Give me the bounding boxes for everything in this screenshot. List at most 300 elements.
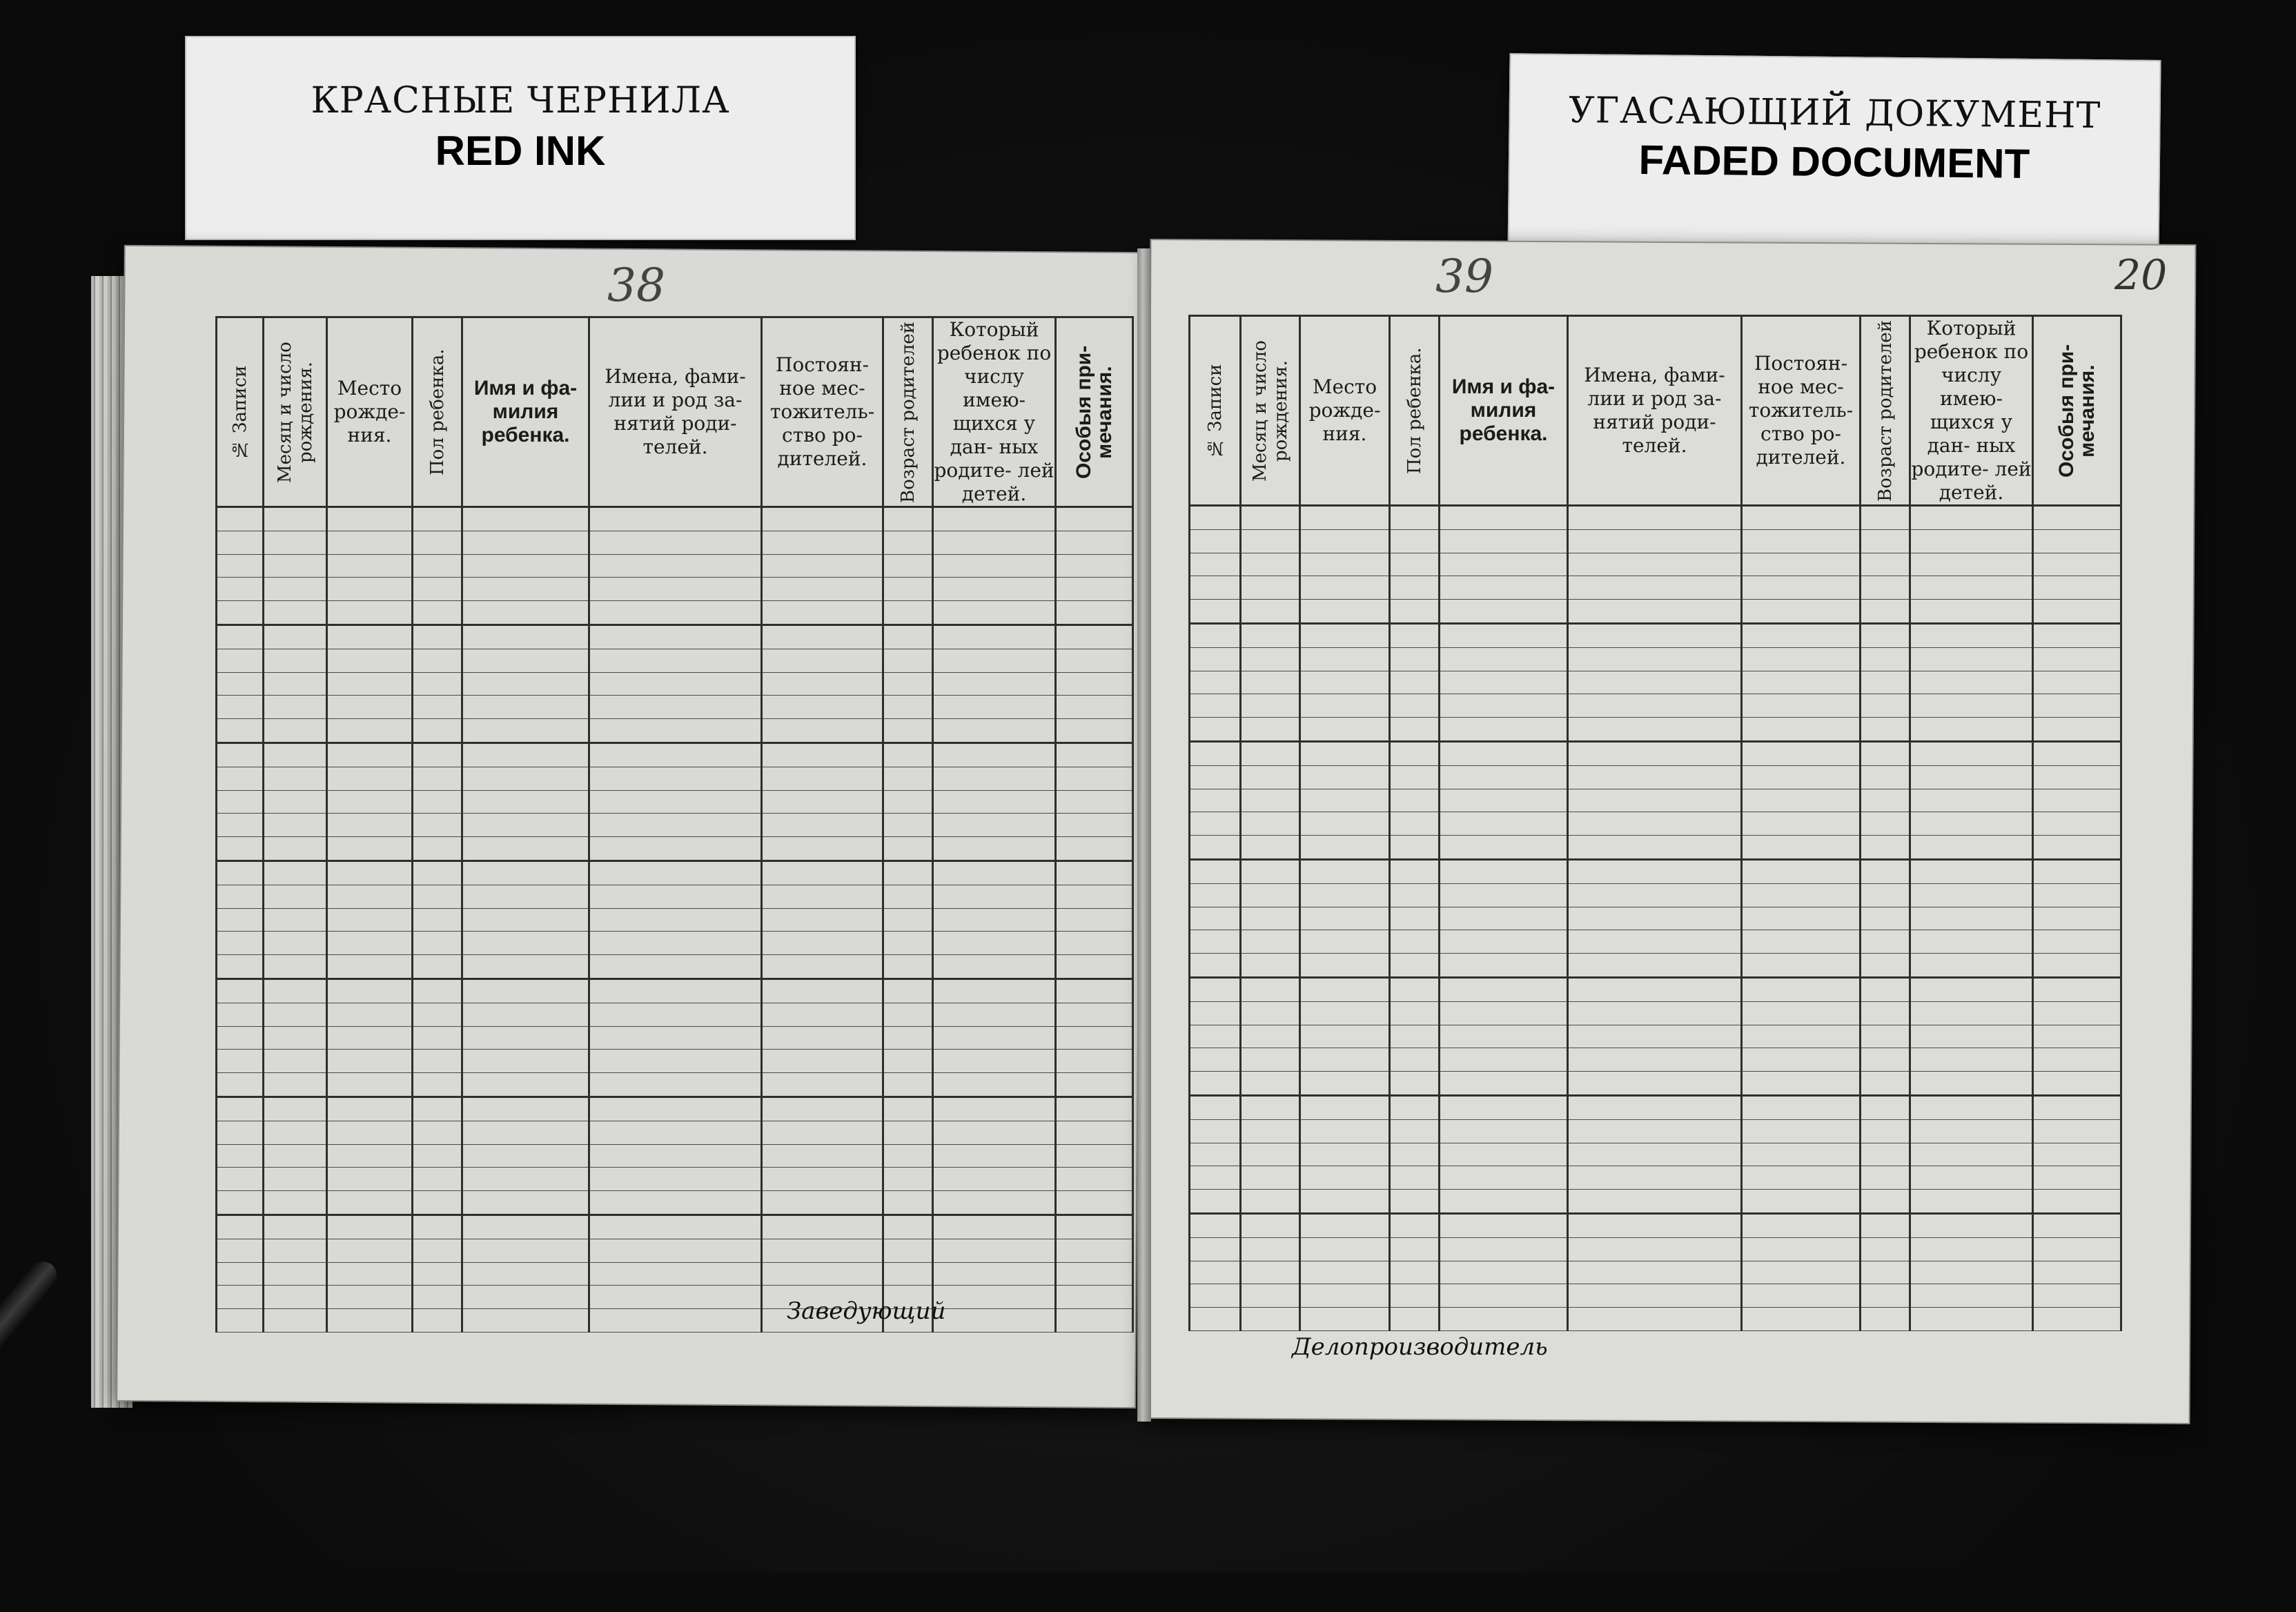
- table-cell: [1390, 718, 1440, 742]
- table-cell: [1861, 694, 1910, 718]
- table-cell: [1056, 790, 1133, 814]
- table-row: [1190, 1308, 2121, 1331]
- table-cell: [462, 908, 589, 932]
- table-cell: [883, 1073, 933, 1097]
- table-cell: [1390, 600, 1440, 624]
- table-cell: [327, 1191, 413, 1215]
- table-cell: [1190, 623, 1241, 647]
- table-cell: [883, 696, 933, 719]
- table-cell: [883, 1003, 933, 1026]
- table-cell: [933, 1286, 1056, 1309]
- table-cell: [1861, 1237, 1910, 1261]
- table-cell: [1742, 1048, 1861, 1072]
- table-cell: [1861, 812, 1910, 836]
- table-cell: [1568, 576, 1742, 600]
- table-cell: [327, 1286, 413, 1309]
- table-cell: [1241, 1119, 1300, 1143]
- table-cell: [1861, 836, 1910, 860]
- table-cell: [1300, 954, 1390, 978]
- table-cell: [217, 837, 264, 861]
- table-cell: [264, 1309, 327, 1333]
- table-cell: [589, 837, 762, 861]
- table-cell: [462, 1097, 589, 1121]
- table-cell: [1241, 859, 1300, 883]
- table-cell: [1910, 741, 2033, 765]
- table-row: [1190, 954, 2121, 978]
- table-cell: [1190, 765, 1241, 789]
- table-cell: [1910, 883, 2033, 907]
- table-cell: [589, 908, 762, 932]
- table-cell: [1861, 718, 1910, 742]
- table-cell: [883, 837, 933, 861]
- table-cell: [1241, 1261, 1300, 1284]
- table-cell: [1861, 553, 1910, 576]
- table-cell: [1568, 1308, 1742, 1331]
- table-cell: [1056, 719, 1133, 743]
- table-cell: [1241, 930, 1300, 954]
- table-cell: [1910, 553, 2033, 576]
- table-cell: [1742, 1166, 1861, 1190]
- table-cell: [1056, 649, 1133, 672]
- table-cell: [1568, 1166, 1742, 1190]
- table-cell: [462, 672, 589, 696]
- table-cell: [1568, 1119, 1742, 1143]
- table-cell: [1568, 741, 1742, 765]
- table-row: [1190, 694, 2121, 718]
- table-cell: [413, 1050, 462, 1073]
- table-row: [217, 767, 1133, 790]
- table-cell: [2033, 1190, 2121, 1214]
- table-cell: [762, 719, 883, 743]
- table-cell: [217, 955, 264, 979]
- table-row: [1190, 765, 2121, 789]
- table-cell: [589, 743, 762, 767]
- table-cell: [1190, 1025, 1241, 1048]
- table-cell: [1390, 789, 1440, 812]
- table-cell: [462, 1003, 589, 1026]
- table-cell: [327, 1073, 413, 1097]
- table-cell: [413, 1168, 462, 1191]
- table-cell: [1300, 1072, 1390, 1096]
- table-cell: [589, 1073, 762, 1097]
- table-cell: [762, 932, 883, 955]
- table-cell: [1390, 907, 1440, 930]
- table-cell: [1390, 1213, 1440, 1237]
- table-cell: [1390, 1048, 1440, 1072]
- table-cell: [589, 979, 762, 1003]
- table-cell: [1241, 1213, 1300, 1237]
- table-cell: [883, 1262, 933, 1286]
- table-cell: [2033, 1143, 2121, 1166]
- table-cell: [327, 531, 413, 554]
- table-cell: [1568, 977, 1742, 1001]
- table-row: [217, 1168, 1133, 1191]
- table-cell: [264, 1050, 327, 1073]
- table-cell: [1390, 883, 1440, 907]
- table-cell: [2033, 765, 2121, 789]
- table-cell: [264, 1168, 327, 1191]
- table-cell: [264, 1191, 327, 1215]
- table-cell: [264, 908, 327, 932]
- header-row: [1190, 316, 2121, 506]
- table-cell: [883, 1121, 933, 1144]
- table-row: [1190, 859, 2121, 883]
- table-cell: [1190, 1119, 1241, 1143]
- table-cell: [327, 861, 413, 885]
- table-cell: [1742, 1025, 1861, 1048]
- table-cell: [2033, 718, 2121, 742]
- table-cell: [2033, 907, 2121, 930]
- table-cell: [933, 908, 1056, 932]
- table-cell: [589, 885, 762, 908]
- table-cell: [1056, 1191, 1133, 1215]
- table-cell: [1742, 671, 1861, 694]
- table-cell: [1742, 954, 1861, 978]
- table-cell: [462, 578, 589, 601]
- table-cell: [1440, 883, 1568, 907]
- table-cell: [1390, 1072, 1440, 1096]
- table-cell: [1568, 1237, 1742, 1261]
- folio-number: 20: [2115, 251, 2168, 299]
- table-cell: [1910, 1072, 2033, 1096]
- table-cell: [217, 885, 264, 908]
- tag-left-english: RED INK: [435, 128, 606, 174]
- table-cell: [1190, 883, 1241, 907]
- table-cell: [1861, 600, 1910, 624]
- table-cell: [462, 531, 589, 554]
- table-cell: [933, 979, 1056, 1003]
- table-cell: [589, 1168, 762, 1191]
- table-cell: [883, 719, 933, 743]
- table-cell: [1742, 789, 1861, 812]
- table-cell: [1440, 1237, 1568, 1261]
- table-row: [1190, 671, 2121, 694]
- table-cell: [1861, 1095, 1910, 1119]
- table-row: [1190, 576, 2121, 600]
- table-cell: [1910, 671, 2033, 694]
- table-cell: [217, 1262, 264, 1286]
- table-cell: [1440, 600, 1568, 624]
- table-cell: [1742, 765, 1861, 789]
- table-cell: [1390, 812, 1440, 836]
- table-cell: [883, 1144, 933, 1168]
- table-cell: [217, 1073, 264, 1097]
- table-cell: [1241, 977, 1300, 1001]
- table-cell: [1742, 1237, 1861, 1261]
- table-row: [217, 578, 1133, 601]
- column-header: Пол ребенка.: [1390, 316, 1440, 506]
- table-cell: [2033, 1308, 2121, 1331]
- table-cell: [1440, 859, 1568, 883]
- table-cell: [1390, 1143, 1440, 1166]
- table-cell: [762, 601, 883, 625]
- table-cell: [1056, 1026, 1133, 1050]
- table-cell: [1742, 647, 1861, 671]
- table-cell: [933, 885, 1056, 908]
- table-cell: [462, 625, 589, 649]
- table-cell: [1742, 1072, 1861, 1096]
- table-cell: [413, 554, 462, 578]
- table-cell: [413, 1262, 462, 1286]
- table-cell: [462, 1073, 589, 1097]
- table-cell: [1056, 696, 1133, 719]
- table-cell: [1241, 694, 1300, 718]
- table-cell: [1742, 576, 1861, 600]
- column-header: Постоян- ное мес- тожитель- ство ро- дителей.: [1742, 316, 1861, 506]
- table-cell: [933, 554, 1056, 578]
- table-cell: [1440, 789, 1568, 812]
- table-cell: [1568, 671, 1742, 694]
- table-row: [1190, 1025, 2121, 1048]
- table-cell: [413, 767, 462, 790]
- table-cell: [2033, 1166, 2121, 1190]
- table-cell: [762, 1215, 883, 1239]
- table-cell: [1190, 529, 1241, 553]
- table-cell: [1056, 837, 1133, 861]
- table-cell: [883, 531, 933, 554]
- table-cell: [264, 743, 327, 767]
- column-header: Месяц и число рождения.: [264, 317, 327, 507]
- table-cell: [589, 578, 762, 601]
- table-cell: [1568, 954, 1742, 978]
- table-cell: [1742, 553, 1861, 576]
- table-row: [217, 531, 1133, 554]
- table-cell: [217, 861, 264, 885]
- table-cell: [327, 1262, 413, 1286]
- table-cell: [883, 885, 933, 908]
- table-cell: [1390, 741, 1440, 765]
- table-cell: [1300, 1190, 1390, 1214]
- table-cell: [1056, 1239, 1133, 1262]
- table-row: [1190, 1143, 2121, 1166]
- column-header: Место рожде- ния.: [1300, 316, 1390, 506]
- table-cell: [762, 1003, 883, 1026]
- table-cell: [933, 837, 1056, 861]
- table-cell: [1910, 1025, 2033, 1048]
- table-cell: [264, 696, 327, 719]
- table-cell: [1300, 789, 1390, 812]
- table-cell: [883, 1050, 933, 1073]
- table-cell: [1910, 954, 2033, 978]
- table-cell: [1056, 1286, 1133, 1309]
- table-row: [217, 814, 1133, 837]
- table-cell: [1440, 1072, 1568, 1096]
- table-cell: [1568, 883, 1742, 907]
- table-cell: [1190, 1190, 1241, 1214]
- table-cell: [1190, 789, 1241, 812]
- table-cell: [2033, 930, 2121, 954]
- table-cell: [1568, 506, 1742, 530]
- table-cell: [1742, 1190, 1861, 1214]
- table-row: [217, 507, 1133, 531]
- table-cell: [462, 1215, 589, 1239]
- table-cell: [1241, 836, 1300, 860]
- table-cell: [933, 1309, 1056, 1333]
- table-cell: [1440, 1025, 1568, 1048]
- table-cell: [933, 790, 1056, 814]
- table-cell: [413, 578, 462, 601]
- column-header: Возраст родителей: [1861, 316, 1910, 506]
- table-cell: [589, 1215, 762, 1239]
- table-cell: [883, 1191, 933, 1215]
- column-header: Который ребенок по числу имею- щихся у дан- ных родите- лей детей.: [933, 317, 1056, 507]
- table-cell: [217, 814, 264, 837]
- table-cell: [589, 696, 762, 719]
- table-cell: [217, 1121, 264, 1144]
- table-cell: [1568, 907, 1742, 930]
- column-header: № Записи: [1190, 316, 1241, 506]
- table-cell: [462, 1168, 589, 1191]
- table-cell: [589, 767, 762, 790]
- table-cell: [1300, 529, 1390, 553]
- column-header: Имя и фа- милия ребенка.: [462, 317, 589, 507]
- table-cell: [264, 601, 327, 625]
- table-cell: [2033, 812, 2121, 836]
- table-row: [1190, 812, 2121, 836]
- table-cell: [264, 1073, 327, 1097]
- table-cell: [264, 625, 327, 649]
- table-cell: [1241, 718, 1300, 742]
- table-row: [217, 1121, 1133, 1144]
- table-cell: [1742, 859, 1861, 883]
- table-cell: [1568, 1261, 1742, 1284]
- table-cell: [1568, 529, 1742, 553]
- table-cell: [933, 696, 1056, 719]
- table-cell: [1440, 1213, 1568, 1237]
- table-cell: [1300, 623, 1390, 647]
- table-cell: [1190, 907, 1241, 930]
- table-cell: [762, 1191, 883, 1215]
- table-cell: [762, 837, 883, 861]
- table-cell: [762, 625, 883, 649]
- table-cell: [1910, 765, 2033, 789]
- table-cell: [327, 767, 413, 790]
- table-cell: [1241, 1190, 1300, 1214]
- table-cell: [327, 1050, 413, 1073]
- table-cell: [1440, 647, 1568, 671]
- table-row: [217, 601, 1133, 625]
- table-cell: [327, 932, 413, 955]
- table-cell: [2033, 1072, 2121, 1096]
- table-row: [1190, 741, 2121, 765]
- table-cell: [217, 743, 264, 767]
- table-cell: [1241, 907, 1300, 930]
- tag-right-russian: УГАСАЮЩИЙ ДОКУМЕНТ: [1568, 89, 2101, 137]
- table-cell: [327, 1309, 413, 1333]
- table-row: [1190, 647, 2121, 671]
- table-cell: [1568, 836, 1742, 860]
- table-cell: [1390, 1190, 1440, 1214]
- table-cell: [1568, 1213, 1742, 1237]
- table-cell: [1390, 647, 1440, 671]
- table-cell: [1390, 836, 1440, 860]
- table-cell: [264, 554, 327, 578]
- column-header: Имена, фами- лии и род за- нятий роди- телей.: [1568, 316, 1742, 506]
- table-cell: [762, 885, 883, 908]
- table-cell: [762, 531, 883, 554]
- table-cell: [1056, 1215, 1133, 1239]
- table-cell: [762, 908, 883, 932]
- table-cell: [2033, 1213, 2121, 1237]
- faded-document-tag: [1507, 53, 2161, 263]
- table-cell: [1190, 718, 1241, 742]
- table-cell: [1056, 1003, 1133, 1026]
- table-row: [217, 1003, 1133, 1026]
- table-cell: [1241, 883, 1300, 907]
- table-row: [217, 1191, 1133, 1215]
- table-cell: [762, 1026, 883, 1050]
- table-cell: [1056, 861, 1133, 885]
- table-cell: [327, 1144, 413, 1168]
- table-row: [217, 1262, 1133, 1286]
- table-cell: [264, 790, 327, 814]
- table-cell: [264, 932, 327, 955]
- table-cell: [1300, 765, 1390, 789]
- table-cell: [1861, 1213, 1910, 1237]
- table-cell: [1440, 930, 1568, 954]
- column-header: Имя и фа- милия ребенка.: [1440, 316, 1568, 506]
- table-cell: [462, 955, 589, 979]
- table-cell: [1440, 1166, 1568, 1190]
- table-cell: [1742, 1143, 1861, 1166]
- table-cell: [217, 507, 264, 531]
- table-cell: [1190, 1166, 1241, 1190]
- table-cell: [217, 696, 264, 719]
- table-cell: [217, 649, 264, 672]
- table-cell: [1861, 1166, 1910, 1190]
- table-row: [1190, 1166, 2121, 1190]
- table-cell: [1300, 1119, 1390, 1143]
- table-cell: [1056, 625, 1133, 649]
- table-cell: [762, 1097, 883, 1121]
- table-cell: [1241, 529, 1300, 553]
- table-cell: [217, 625, 264, 649]
- table-cell: [1861, 1308, 1910, 1331]
- table-cell: [1440, 553, 1568, 576]
- table-cell: [1910, 1284, 2033, 1308]
- table-row: [217, 743, 1133, 767]
- table-cell: [264, 1262, 327, 1286]
- table-cell: [1861, 1261, 1910, 1284]
- table-row: [217, 790, 1133, 814]
- table-cell: [1241, 1166, 1300, 1190]
- table-cell: [1241, 553, 1300, 576]
- table-cell: [1390, 576, 1440, 600]
- table-cell: [462, 1050, 589, 1073]
- table-cell: [1861, 789, 1910, 812]
- column-header: Который ребенок по числу имею- щихся у дан- ных родите- лей детей.: [1910, 316, 2033, 506]
- table-row: [217, 885, 1133, 908]
- column-header: Особыя при- мечания.: [2033, 316, 2121, 506]
- table-cell: [1910, 1237, 2033, 1261]
- table-row: [1190, 883, 2121, 907]
- table-cell: [217, 932, 264, 955]
- table-cell: [1861, 1072, 1910, 1096]
- table-cell: [883, 1168, 933, 1191]
- table-cell: [1861, 671, 1910, 694]
- table-cell: [1300, 600, 1390, 624]
- table-cell: [327, 1121, 413, 1144]
- table-cell: [264, 1003, 327, 1026]
- table-cell: [933, 1262, 1056, 1286]
- table-cell: [413, 908, 462, 932]
- table-cell: [413, 719, 462, 743]
- table-cell: [1568, 1048, 1742, 1072]
- table-cell: [933, 1239, 1056, 1262]
- table-cell: [1190, 1308, 1241, 1331]
- table-cell: [462, 814, 589, 837]
- table-cell: [413, 507, 462, 531]
